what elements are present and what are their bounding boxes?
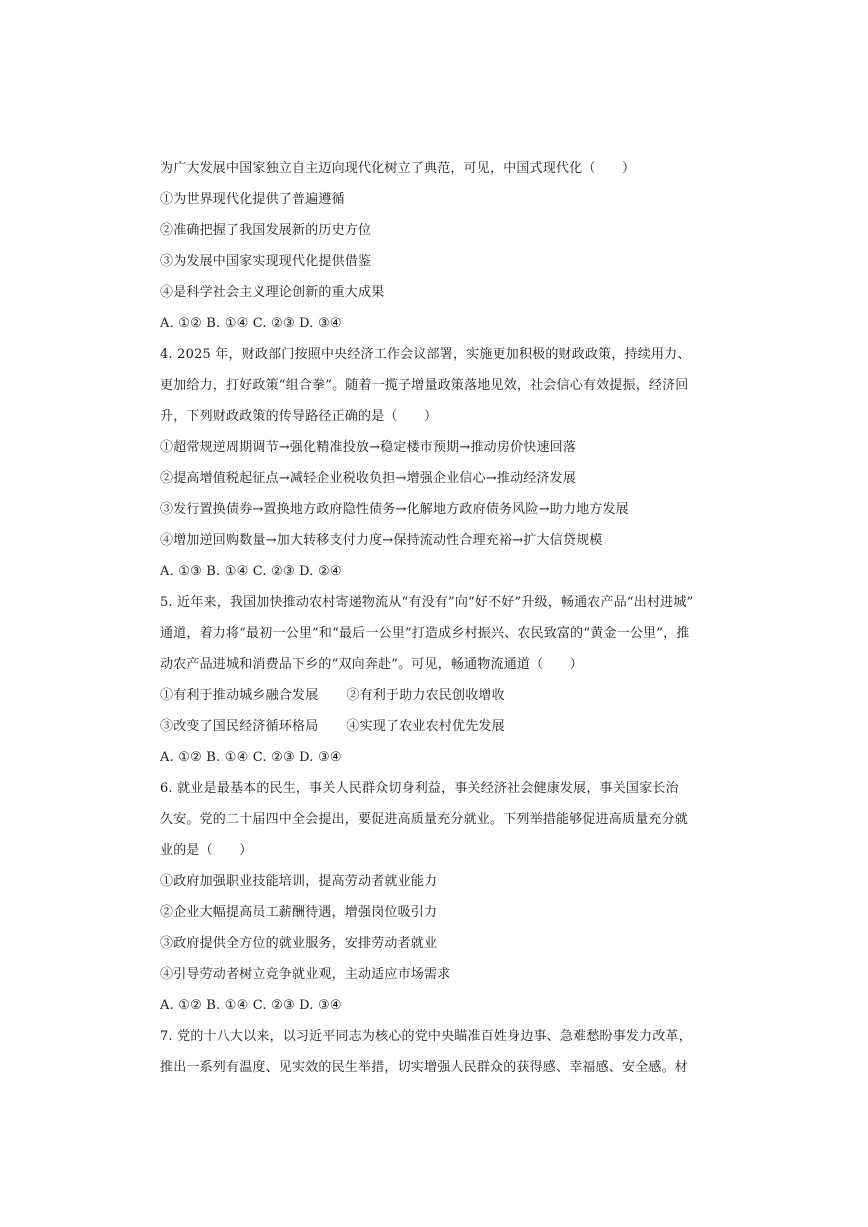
q4-stem-line-2: 更加给力，打好政策“组合拳”。随着一揽子增量政策落地见效，社会信心有效提振，经济回: [160, 378, 689, 393]
q5-item-3: ③改变了国民经济循环格局: [160, 719, 319, 734]
q6-stem-line-1: 6. 就业是最基本的民生，事关人民群众切身利益，事关经济社会健康发展，事关国家长治: [160, 781, 679, 796]
q7-stem-line-2: 推出一系列有温度、见实效的民生举措，切实增强人民群众的获得感、幸福感、安全感。材: [160, 1060, 689, 1075]
q3-item-4: ④是科学社会主义理论创新的重大成果: [160, 285, 385, 300]
q7-stem-line-1: 7. 党的十八大以来，以习近平同志为核心的党中央瞄准百姓身边事、急难愁盼事发力改革，: [160, 1029, 692, 1044]
q5-items-row-1: [160, 688, 505, 704]
q3-item-1: ①为世界现代化提供了普遍遵循: [160, 192, 345, 207]
q6-item-1: ①政府加强职业技能培训，提高劳动者就业能力: [160, 874, 438, 889]
q5-item-4: ④实现了农业农村优先发展: [346, 719, 505, 734]
q4-item-3: ③发行置换债券→置换地方政府隐性债务→化解地方政府债务风险→助力地方发展: [160, 502, 629, 517]
q6-item-4: ④引导劳动者树立竞争就业观，主动适应市场需求: [160, 967, 451, 982]
q3-options: A. ①② B. ①④ C. ②③ D. ③④: [160, 316, 342, 331]
q4-item-4: ④增加逆回购数量→加大转移支付力度→保持流动性合理充裕→扩大信贷规模: [160, 533, 603, 548]
q6-stem-line-2: 久安。党的二十届四中全会提出，要促进高质量充分就业。下列举措能够促进高质量充分就: [160, 812, 689, 827]
q5-item-2: ②有利于助力农民创收增收: [346, 688, 505, 703]
q5-stem-line-1: 5. 近年来，我国加快推动农村寄递物流从“有没有”向“好不好”升级，畅通农产品“出村进城”: [160, 595, 694, 610]
q3-item-3: ③为发展中国家实现现代化提供借鉴: [160, 254, 372, 269]
q6-stem-line-3: 业的是（ ）: [160, 843, 253, 858]
q6-item-3: ③政府提供全方位的就业服务，安排劳动者就业: [160, 936, 438, 951]
q6-item-2: ②企业大幅提高员工薪酬待遇，增强岗位吸引力: [160, 905, 438, 920]
q4-options: A. ①③ B. ①④ C. ②③ D. ②④: [160, 564, 342, 579]
q4-item-1: ①超常规逆周期调节→强化精准投放→稳定楼市预期→推动房价快速回落: [160, 440, 577, 455]
q4-stem-line-1: 4. 2025 年，财政部门按照中央经济工作会议部署，实施更加积极的财政政策，持续用力、: [160, 347, 691, 362]
q5-items-row-2: [160, 719, 505, 735]
q4-item-2: ②提高增值税起征点→减轻企业税收负担→增强企业信心→推动经济发展: [160, 471, 577, 486]
q5-options: A. ①② B. ①④ C. ②③ D. ③④: [160, 750, 342, 765]
q5-item-1: ①有利于推动城乡融合发展: [160, 688, 319, 703]
q5-stem-line-3: 动农产品进城和消费品下乡的“双向奔赴”。可见，畅通物流通道（ ）: [160, 657, 583, 672]
q4-stem-line-3: 升，下列财政政策的传导路径正确的是（ ）: [160, 409, 438, 424]
q3-item-2: ②准确把握了我国发展新的历史方位: [160, 223, 372, 238]
q3-stem-tail: 为广大发展中国家独立自主迈向现代化树立了典范，可见，中国式现代化（ ）: [160, 161, 636, 176]
q6-options: A. ①② B. ①④ C. ②③ D. ③④: [160, 998, 342, 1013]
q5-stem-line-2: 通道，着力将“最初一公里”和“最后一公里”打造成乡村振兴、农民致富的“黄金一公里”，推: [160, 626, 690, 641]
